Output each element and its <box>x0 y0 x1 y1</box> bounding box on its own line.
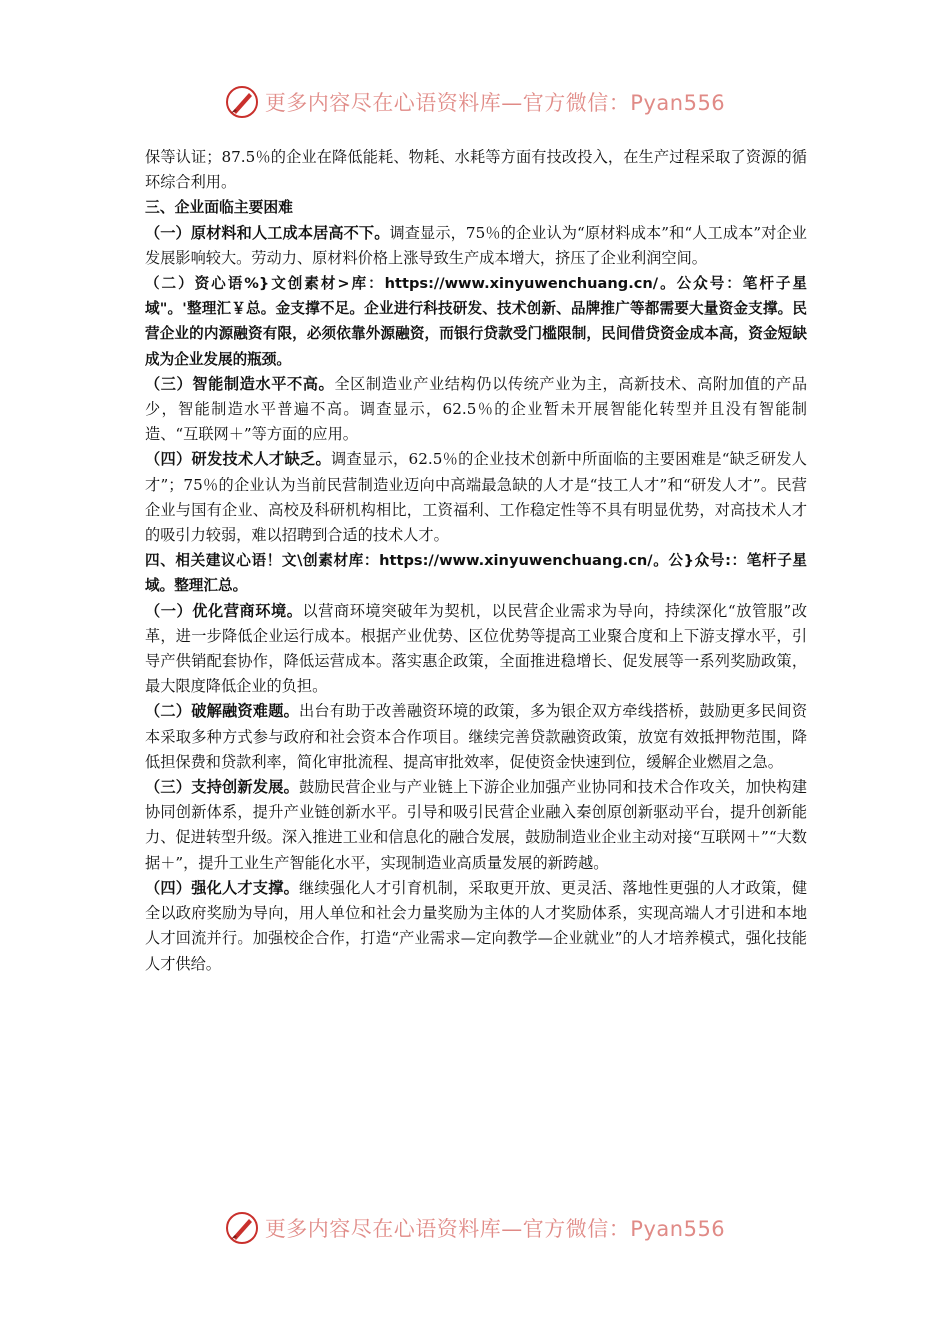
footer-text: 更多内容尽在心语资料库—官方微信：Pyan556 <box>264 1217 726 1241</box>
header-banner <box>0 82 950 122</box>
paragraph-body: 调查显示，75％的企业认为“原材料成本”和“人工成本”对企业发展影响较大。劳动力、原材料价格上涨导致生产成本增大，挤压了企业利润空间。 <box>145 223 807 267</box>
section-heading: 四、相关建议心语！文\创素材库：https://www.xinyuwenchuang.cn/。公}众号:：笔杆子星域。整理汇总。 <box>145 552 807 595</box>
document-body <box>145 145 807 977</box>
paragraph-body: 全区制造业产业结构仍以传统产业为主，高新技术、高附加值的产品少，智能制造水平普遍不高。调查显示，62.5％的企业暂未开展智能化转型并且没有智能制造、“互联网＋”等方面的应用。 <box>145 374 808 444</box>
paragraph <box>145 775 807 876</box>
paragraph <box>145 372 807 448</box>
paragraph-lead: （四）研发技术人才缺乏。 <box>145 450 332 469</box>
paragraph <box>145 221 807 271</box>
paragraph <box>145 876 807 977</box>
section-heading: 三、企业面临主要困难 <box>145 199 293 217</box>
header-text: 更多内容尽在心语资料库—官方微信：Pyan556 <box>264 91 726 115</box>
paragraph-body: 以营商环境突破年为契机，以民营企业需求为导向，持续深化“放管服”改革，进一步降低企业运行成本。根据产业优势、区位优势等提高工业聚合度和上下游支撑水平，引导产供销配套协作，降低运营成本。落实惠企政策，全面推进稳增长、促发展等一系列奖励政策，最大限度降低企业的负担。 <box>145 601 808 696</box>
paragraph-body: 鼓励民营企业与产业链上下游企业加强产业协同和技术合作攻关，加快构建协同创新体系，提升产业链创新水平。引导和吸引民营企业融入秦创原创新驱动平台，提升创新能力、促进转型升级。深入推进工业和信息化的融合发展，鼓励制造业企业主动对接“互联网＋”“大数据＋”，提升工业生产智能化水平，实现制造业高质量发展的新跨越。 <box>145 778 808 872</box>
paragraph-lead: （一）原材料和人工成本居高不下。 <box>145 223 390 242</box>
paragraph <box>145 599 807 700</box>
paragraph-body: 调查显示，62.5％的企业技术创新中所面临的主要困难是“缺乏研发人才”；75％的企业认为当前民营制造业迈向中高端最急缺的人才是“技工人才”和“研发人才”。民营企业与国有企业、高校及科研机构相比，工资福利、工作稳定性等不具有明显优势，对高技术人才的吸引力较弱，难以招聘到合适的技术人才。 <box>145 450 807 545</box>
paragraph-lead: （四）强化人才支撑。 <box>145 878 300 897</box>
pen-logo-icon <box>225 85 259 119</box>
footer-banner <box>0 1208 950 1248</box>
paragraph-lead: （一）优化营商环境。 <box>145 601 303 620</box>
paragraph: 保等认证；87.5％的企业在降低能耗、物耗、水耗等方面有技改投入，在生产过程采取了资源的循环综合利用。 <box>145 148 807 192</box>
paragraph <box>145 447 807 548</box>
paragraph-body: 继续强化人才引育机制，采取更开放、更灵活、落地性更强的人才政策，健全以政府奖励为导向，用人单位和社会力量奖励为主体的人才奖励体系，实现高端人才引进和本地人才回流并行。加强校企合作，打造“产业需求—定向教学—企业就业”的人才培养模式，强化技能人才供给。 <box>145 878 808 973</box>
paragraph <box>145 699 807 775</box>
paragraph-lead: （三）支持创新发展。 <box>145 778 300 797</box>
paragraph-body: 出台有助于改善融资环境的政策，多为银企双方牵线搭桥，鼓励更多民间资本采取多种方式参与政府和社会资本合作项目。继续完善贷款融资政策，放宽有效抵押物范围，降低担保费和贷款利率，简化审批流程、提高审批效率，促使资金快速到位，缓解企业燃眉之急。 <box>145 702 808 771</box>
paragraph-lead: （二）破解融资难题。 <box>145 702 300 721</box>
pen-logo-icon <box>225 1211 259 1245</box>
paragraph-lead: （三）智能制造水平不高。 <box>145 374 335 393</box>
paragraph: （二）资心语%}文创素材>库：https://www.xinyuwenchuang.cn/。公众号：笔杆子星域"。'整理汇￥总。金支撑不足。企业进行科技研发、技术创新、品牌推广等都需要大量资金支撑。民营企业的内源融资有限，必须依靠外源融资，而银行贷款受门槛限制，民间借贷资金成本高，资金短缺成为企业发展的瓶颈。 <box>145 275 807 368</box>
